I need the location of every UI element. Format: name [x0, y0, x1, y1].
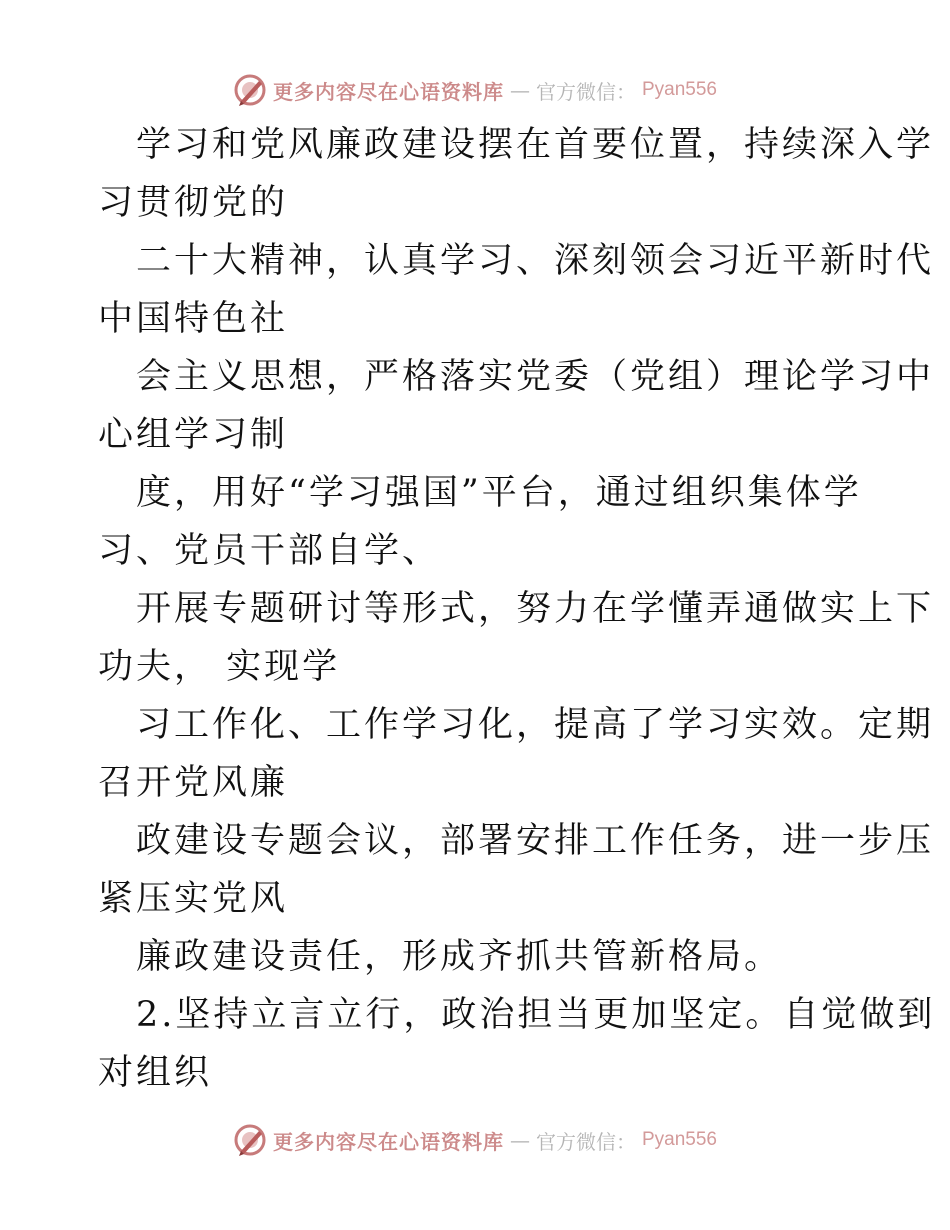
body-line: 廉政建设责任，形成齐抓共管新格局。 — [136, 937, 783, 977]
watermark-contact-label: 官方微信： — [535, 1129, 636, 1154]
body-line: 习工作化、工作学习化，提高了学习实效。定期 — [136, 705, 935, 745]
footer-watermark — [0, 1120, 950, 1160]
document-body — [98, 116, 936, 1102]
body-line: 功夫， 实现学 — [98, 647, 341, 687]
body-line: 学习和党风廉政建设摆在首要位置，持续深入学 — [136, 125, 935, 165]
watermark-separator: — — [509, 1128, 530, 1152]
body-line: 习、党员干部自学、 — [98, 531, 441, 571]
pen-logo-icon — [233, 73, 267, 107]
body-line: 度，用好“学习强国”平台，通过组织集体学 — [136, 473, 862, 513]
watermark-separator: — — [509, 78, 530, 102]
pen-logo-icon — [233, 1123, 267, 1157]
body-line: 会主义思想，严格落实党委（党组）理论学习中 — [136, 357, 935, 397]
body-line: 2.坚持立言立行，政治担当更加坚定。自觉做到 — [136, 995, 936, 1035]
body-line: 政建设专题会议，部署安排工作任务，进一步压 — [136, 821, 935, 861]
body-line: 习贯彻党的 — [98, 183, 289, 223]
watermark-brand: 更多内容尽在心语资料库 — [272, 1129, 504, 1154]
watermark-brand: 更多内容尽在心语资料库 — [272, 79, 504, 104]
body-line: 心组学习制 — [98, 415, 289, 455]
body-line: 对组织 — [98, 1053, 213, 1093]
body-line: 开展专题研讨等形式，努力在学懂弄通做实上下 — [136, 589, 935, 629]
header-watermark — [0, 70, 950, 110]
body-line: 中国特色社 — [98, 299, 289, 339]
body-line: 紧压实党风 — [98, 879, 289, 919]
body-line: 二十大精神，认真学习、深刻领会习近平新时代 — [136, 241, 935, 281]
watermark-contact-id: Pyan556 — [641, 1129, 717, 1150]
body-line: 召开党风廉 — [98, 763, 289, 803]
watermark-contact-id: Pyan556 — [641, 79, 717, 100]
watermark-contact-label: 官方微信： — [535, 79, 636, 104]
